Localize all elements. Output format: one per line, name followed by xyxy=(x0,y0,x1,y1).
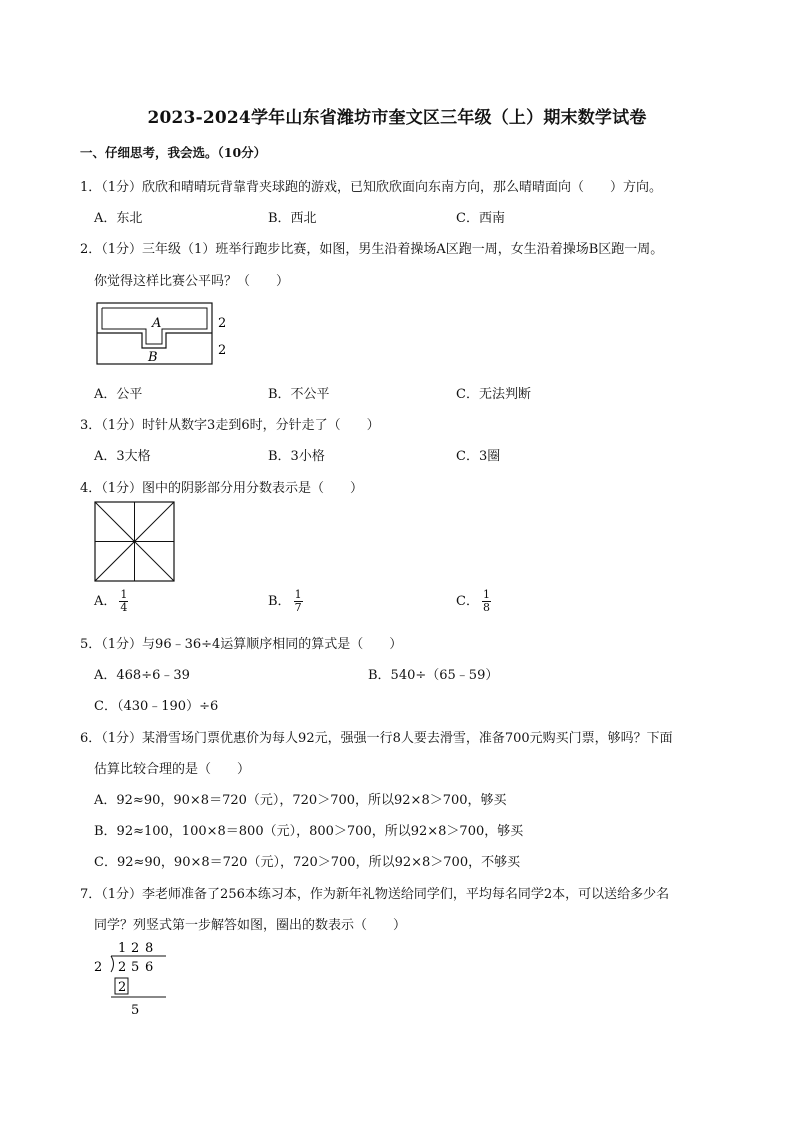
question-4: 4．（1分）图中的阴影部分用分数表示是（ ） xyxy=(80,481,364,496)
fraction-numerator: 1 xyxy=(294,588,302,601)
q2-option-a[interactable]: A．公平 xyxy=(94,387,143,402)
q1-option-c[interactable]: C．西南 xyxy=(456,211,505,226)
remainder-digit: 5 xyxy=(131,1003,140,1018)
track-figure xyxy=(94,300,244,368)
q5-option-b[interactable]: B．540÷（65﹣59） xyxy=(368,668,499,683)
dividend-digit: 5 xyxy=(131,960,140,975)
fraction-denominator: 4 xyxy=(120,601,128,614)
fraction-numerator: 1 xyxy=(120,588,128,601)
quotient-digit: 2 xyxy=(131,941,140,956)
q1-option-a[interactable]: A．东北 xyxy=(94,211,143,226)
q3-option-b[interactable]: B．3小格 xyxy=(268,449,325,464)
question-2-line2: 你觉得这样比赛公平吗？（ ） xyxy=(94,274,290,289)
question-7-line2: 同学？列竖式第一步解答如图，圈出的数表示（ ） xyxy=(94,918,407,933)
paper-title: 2023-2024学年山东省潍坊市奎文区三年级（上）期末数学试卷 xyxy=(147,108,647,128)
q6-option-c[interactable]: C．92≈90，90×8＝720（元），720＞700，所以92×8＞700，不够买 xyxy=(94,855,521,870)
long-division-figure xyxy=(90,936,180,1020)
question-5: 5．（1分）与96﹣36÷4运算顺序相同的算式是（ ） xyxy=(80,637,403,652)
question-3: 3．（1分）时针从数字3走到6时，分针走了（ ） xyxy=(80,418,380,433)
region-a-label: A xyxy=(152,316,162,331)
q2-option-b[interactable]: B．不公平 xyxy=(268,387,330,402)
fraction-denominator: 8 xyxy=(482,601,490,614)
quotient-digit: 8 xyxy=(145,941,154,956)
q1-option-b[interactable]: B．西北 xyxy=(268,211,317,226)
q4-option-c[interactable]: C． $\frac{1}{8}$ xyxy=(456,588,490,614)
side-length-top: 2 xyxy=(218,316,227,331)
question-7: 7．（1分）李老师准备了256本练习本，作为新年礼物送给同学们，平均每名同学2本，可以送给多少名 xyxy=(80,887,670,902)
q6-option-b[interactable]: B．92≈100，100×8＝800（元），800＞700，所以92×8＞700，够买 xyxy=(94,824,524,839)
q3-option-c[interactable]: C．3圈 xyxy=(456,449,501,464)
divisor: 2 xyxy=(94,960,103,975)
q4-option-b[interactable]: B． $\frac{1}{7}$ xyxy=(268,588,302,614)
region-b-label: B xyxy=(148,350,158,365)
fraction-numerator: 1 xyxy=(482,588,490,601)
side-length-bottom: 2 xyxy=(218,343,227,358)
dividend-digit: 2 xyxy=(118,960,127,975)
q5-option-a[interactable]: A．468÷6﹣39 xyxy=(94,668,190,683)
section-heading: 一、仔细思考，我会选。（10分） xyxy=(80,145,267,160)
q2-option-c[interactable]: C．无法判断 xyxy=(456,387,531,402)
dividend-digit: 6 xyxy=(145,960,154,975)
question-6: 6．（1分）某滑雪场门票优惠价为每人92元，强强一行8人要去滑雪，准备700元购买门票，够吗？下面 xyxy=(80,731,673,746)
square-figure xyxy=(94,501,176,583)
q5-option-c[interactable]: C．（430﹣190）÷6 xyxy=(94,699,219,714)
fraction-denominator: 7 xyxy=(294,601,302,614)
quotient-digit: 1 xyxy=(118,941,127,956)
boxed-digit: 2 xyxy=(118,980,127,995)
q6-option-a[interactable]: A．92≈90，90×8＝720（元），720＞700，所以92×8＞700，够买 xyxy=(94,793,507,808)
q3-option-a[interactable]: A．3大格 xyxy=(94,449,151,464)
question-2: 2．（1分）三年级（1）班举行跑步比赛，如图，男生沿着操场A区跑一周，女生沿着操场B区跑一周。 xyxy=(80,242,664,257)
q4-option-a[interactable]: A． $\frac{1}{4}$ xyxy=(94,588,128,614)
question-1: 1．（1分）欣欣和晴晴玩背靠背夹球跑的游戏，已知欣欣面向东南方向，那么晴晴面向（ ）方向。 xyxy=(80,180,663,195)
question-6-line2: 估算比较合理的是（ ） xyxy=(94,762,251,777)
